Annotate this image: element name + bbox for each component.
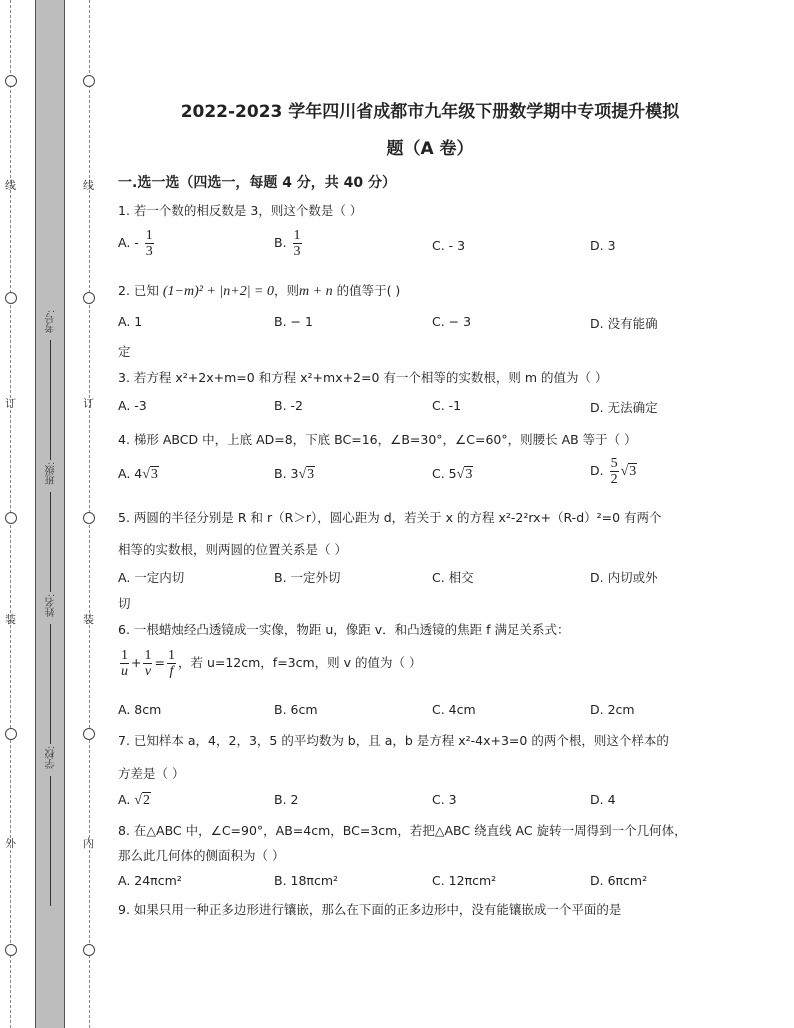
question-9-line1: 9. 如果只用一种正多边形进行镶嵌，那么在下面的正多边形中，没有能镶嵌成一个平面的是 — [118, 902, 622, 917]
class-label: 班级: — [46, 462, 57, 485]
margin-char: 线 — [83, 180, 94, 192]
binding-hole — [83, 512, 95, 524]
q1-option-c: C. - 3 — [432, 238, 466, 253]
binding-hole — [83, 75, 95, 87]
question-6-formula: $\frac{1}{u}$ + $\frac{1}{v}$ = $\frac{1}{f}$ ，若 u=12cm，f=3cm，则 v 的值为（ ） — [121, 648, 422, 679]
question-7-line1: 7. 已知样本 a，4，2，3，5 的平均数为 b，且 a，b 是方程 x²-4x+3=0 的两个根，则这个样本的 — [118, 733, 669, 748]
q3-option-a: A. -3 — [118, 398, 147, 413]
q1-option-d: D. 3 — [590, 238, 616, 253]
q5-option-b: B. 一定外切 — [274, 570, 341, 585]
q1-option-a: A. - $\frac{1}{3}$ — [118, 228, 153, 259]
q3-option-d: D. 无法确定 — [590, 400, 658, 415]
margin-char: 内 — [83, 838, 94, 850]
doc-title-line2: 题（A 卷） — [386, 139, 474, 159]
binding-hole — [83, 728, 95, 740]
binding-hole — [5, 292, 17, 304]
school-line — [50, 776, 52, 906]
q4-option-b: B. 3√3 — [274, 466, 315, 482]
q7-option-d: D. 4 — [590, 792, 616, 807]
section-heading: 一.选一选（四选一，每题 4 分，共 40 分） — [118, 175, 397, 191]
binding-hole — [83, 944, 95, 956]
q8-option-c: C. 12πcm² — [432, 873, 497, 888]
q2-option-d: D. 没有能确 — [590, 316, 658, 331]
q6-option-c: C. 4cm — [432, 702, 476, 717]
question-1: 1. 若一个数的相反数是 3，则这个数是（ ） — [118, 203, 363, 218]
margin-char: 线 — [5, 180, 16, 192]
q4-option-c: C. 5√3 — [432, 466, 473, 482]
doc-title-line1: 2022-2023 学年四川省成都市九年级下册数学期中专项提升模拟 — [180, 102, 680, 122]
q8-option-a: A. 24πcm² — [118, 873, 182, 888]
binding-hole — [83, 292, 95, 304]
q5-option-c: C. 相交 — [432, 570, 474, 585]
q2-option-a: A. 1 — [118, 314, 143, 329]
question-2: 2. 已知 (1−m)² + |n+2| = 0，则m + n 的值等于( ) — [118, 283, 401, 299]
q3-option-b: B. -2 — [274, 398, 303, 413]
q2-option-c: C. − 3 — [432, 314, 472, 329]
question-8-line1: 8. 在△ABC 中，∠C=90°，AB=4cm，BC=3cm，若把△ABC 绕直线 AC 旋转一周得到一个几何体， — [118, 823, 687, 838]
q8-option-d: D. 6πcm² — [590, 873, 648, 888]
name-line — [50, 624, 52, 744]
q5-option-a: A. 一定内切 — [118, 570, 185, 585]
binding-hole — [5, 512, 17, 524]
q6-option-a: A. 8cm — [118, 702, 162, 717]
q7-option-c: C. 3 — [432, 792, 457, 807]
q7-option-a: A. √2 — [118, 792, 150, 808]
school-label: 学校: — [46, 746, 57, 769]
q6-option-d: D. 2cm — [590, 702, 635, 717]
q5-option-d: D. 内切或外 — [590, 570, 658, 585]
q1-option-b: B. $\frac{1}{3}$ — [274, 228, 301, 259]
q2-option-d-cont: 定 — [118, 344, 131, 359]
binding-hole — [5, 944, 17, 956]
margin-char: 装 — [83, 614, 94, 626]
question-8-line2: 那么此几何体的侧面积为（ ） — [118, 848, 285, 863]
q4-option-d: D. $\frac{5}{2}$ √3 — [590, 456, 637, 487]
question-4: 4. 梯形 ABCD 中，上底 AD=8，下底 BC=16，∠B=30°，∠C=60°，则腰长 AB 等于（ ） — [118, 432, 637, 447]
margin-char: 装 — [5, 614, 16, 626]
question-5-line2: 相等的实数根，则两圆的位置关系是（ ） — [118, 542, 347, 557]
q3-option-c: C. -1 — [432, 398, 462, 413]
q6-option-b: B. 6cm — [274, 702, 318, 717]
question-5-line1: 5. 两圆的半径分别是 R 和 r（R＞r），圆心距为 d，若关于 x 的方程 x²-2²rx+（R-d）²=0 有两个 — [118, 510, 662, 525]
question-7-line2: 方差是（ ） — [118, 766, 185, 781]
q4-option-a: A. 4√3 — [118, 466, 158, 482]
exam-number-label: 考号: — [46, 310, 57, 333]
margin-char: 外 — [5, 838, 16, 850]
q8-option-b: B. 18πcm² — [274, 873, 339, 888]
question-6-line1: 6. 一根蜡烛经凸透镜成一实像，物距 u，像距 v．和凸透镜的焦距 f 满足关系式： — [118, 622, 570, 637]
margin-char: 订 — [83, 398, 94, 410]
binding-hole — [5, 75, 17, 87]
q5-option-d-cont: 切 — [118, 596, 131, 611]
binding-hole — [5, 728, 17, 740]
class-line — [50, 492, 52, 592]
margin-char: 订 — [5, 398, 16, 410]
exam-number-line — [50, 340, 52, 460]
name-label: 姓名: — [46, 594, 57, 617]
q7-option-b: B. 2 — [274, 792, 299, 807]
question-3: 3. 若方程 x²+2x+m=0 和方程 x²+mx+2=0 有一个相等的实数根，则 m 的值为（ ） — [118, 370, 608, 385]
q2-option-b: B. − 1 — [274, 314, 313, 329]
